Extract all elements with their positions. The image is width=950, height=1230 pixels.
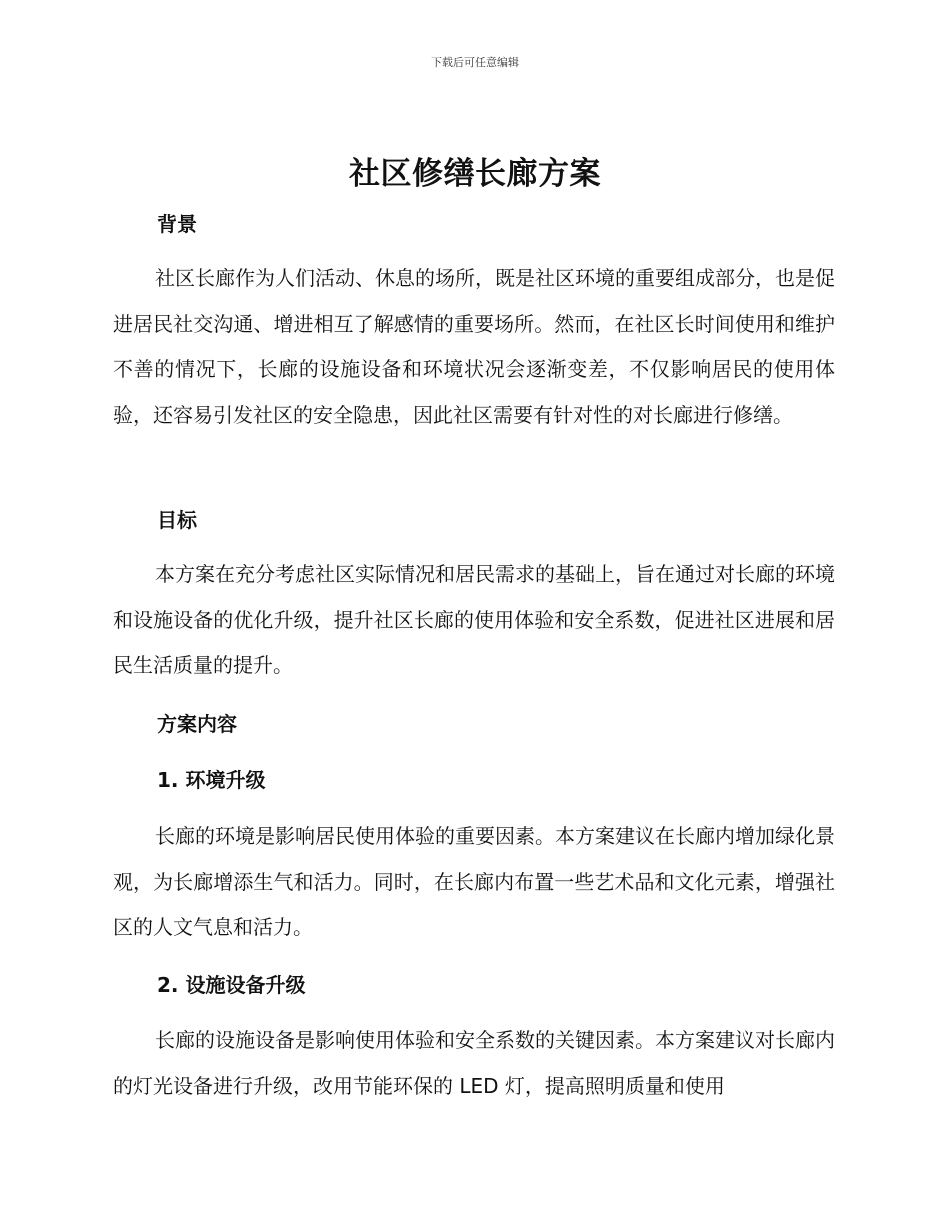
document-title: 社区修缮长廊方案 (349, 156, 601, 192)
paragraph-environment: 长廊的环境是影响居民使用体验的重要因素。本方案建议在长廊内增加绿化景观，为长廊增添生气和活力。同时，在长廊内布置一些艺术品和文化元素，增强社区的人文气息和活力。 (113, 824, 835, 939)
paragraph-background: 社区长廊作为人们活动、休息的场所，既是社区环境的重要组成部分，也是促进居民社交沟通、增进相互了解感情的重要场所。然而，在社区长时间使用和维护不善的情况下，长廊的设施设备和环境状况会逐渐变差，不仅影响居民的使用体验，还容易引发社区的安全隐患，因此社区需要有针对性的对长廊进行修缮。 (113, 266, 835, 427)
section-heading-content: 方案内容 (157, 712, 237, 736)
page-header-note: 下载后可任意编辑 (431, 56, 519, 69)
section-heading-environment: 1. 环境升级 (157, 768, 266, 792)
paragraph-facilities: 长廊的设施设备是影响使用体验和安全系数的关键因素。本方案建议对长廊内的灯光设备进行升级，改用节能环保的 LED 灯，提高照明质量和使用 (113, 1028, 835, 1098)
section-heading-background: 背景 (157, 212, 197, 236)
paragraph-goal: 本方案在充分考虑社区实际情况和居民需求的基础上，旨在通过对长廊的环境和设施设备的优化升级，提升社区长廊的使用体验和安全系数，促进社区进展和居民生活质量的提升。 (113, 562, 835, 677)
section-heading-facilities: 2. 设施设备升级 (157, 973, 306, 997)
section-heading-goal: 目标 (157, 508, 197, 532)
